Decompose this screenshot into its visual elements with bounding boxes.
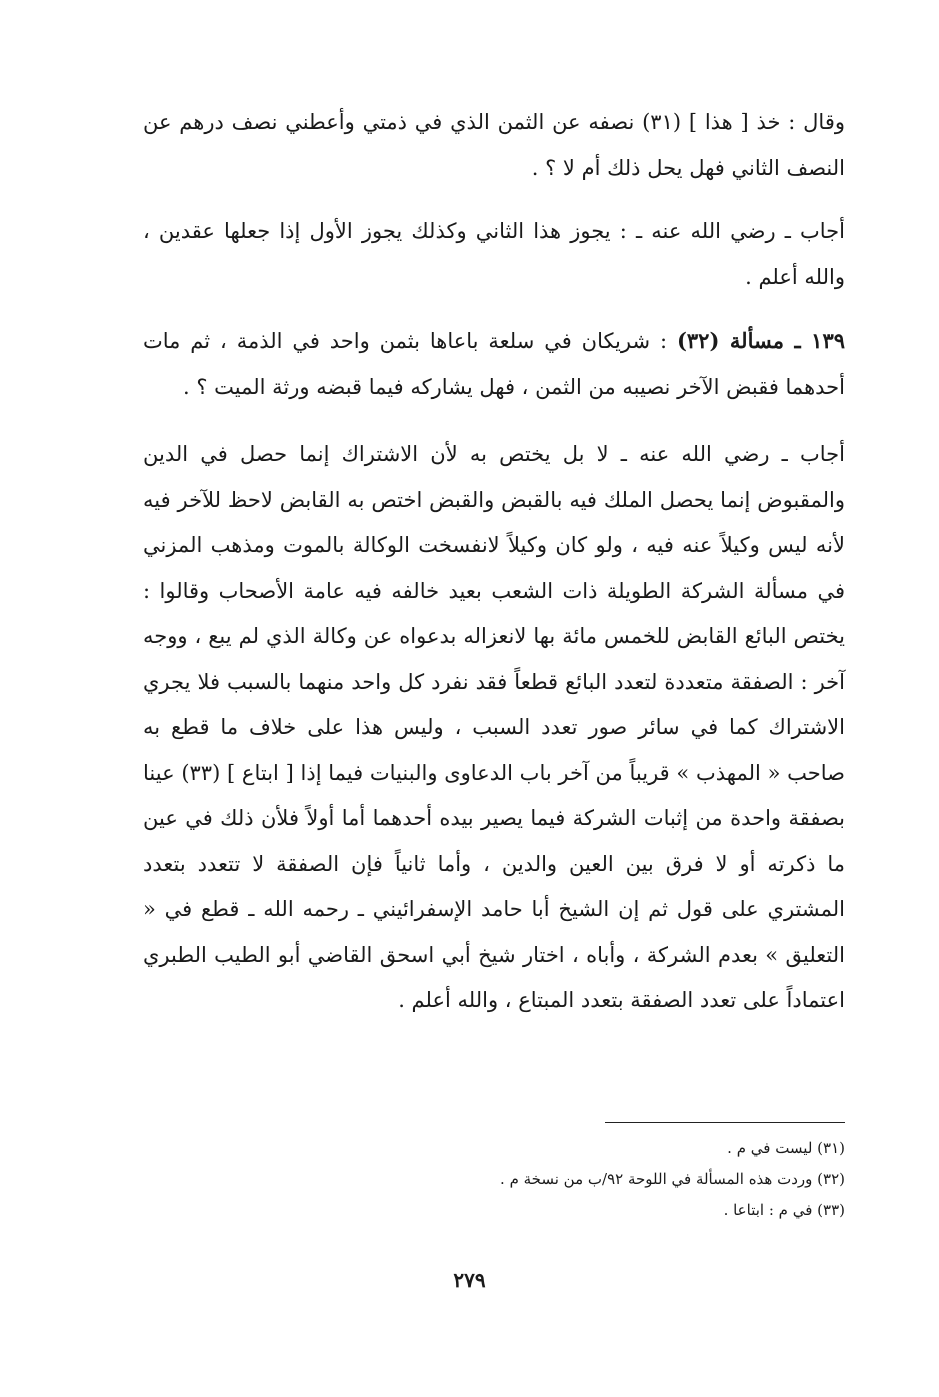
footnote-33: (٣٣) في م : ابتاعا . [723,1201,845,1219]
paragraph-answer-1: أجاب ـ رضي الله عنه ـ : يجوز هذا الثاني وكذلك يجوز الأول إذا جعلها عقدين ، والله أعلم . [143,219,845,289]
footnote-31: (٣١) ليست في م . [727,1139,845,1157]
paragraph-question-continuation: وقال : خذ [ هذا ] (٣١) نصفه عن الثمن الذي في ذمتي وأعطني نصف درهم عن النصف الثاني فهل يحل ذلك أم لا ؟ . [143,110,845,180]
footnote-32: (٣٢) وردت هذه المسألة في اللوحة ٩٢/ب من نسخة م . [500,1170,845,1188]
footnote-separator [605,1122,845,1123]
footnotes [300,1133,845,1226]
page-number: ٢٧٩ [453,1268,486,1292]
paragraph-answer-2: أجاب ـ رضي الله عنه ـ لا بل يختص به لأن الاشتراك إنما حصل في الدين والمقبوض إنما يحصل الملك فيه بالقبض والقبض اختص به القابض لاحظ للآخر فيه لأنه ليس وكيلاً عنه فيه ، ولو كان وكيلاً لانفسخت الوكالة بالموت ومذهب المزني في مسألة الشركة الطويلة ذات الشعب بعيد خالفه فيه عامة الأصحاب وقالوا : يختص البائع القابض للخمس مائة بها لانعزاله بدعواه عن وكالة الذي لم يبع ، ووجه آخر : الصفقة متعددة لتعدد البائع قطعاً فقد نفرد كل واحد منهما بالسبب فلا يجري الاشتراك كما في سائر صور تعدد السبب ، وليس هذا على خلاف ما قطع به صاحب « المهذب » قريباً من آخر باب الدعاوى والبنيات فيما إذا [ ابتاع ] (٣٣) عينا بصفقة واحدة من إثبات الشركة فيما يصير بيده أحدهما أما أولاً فلأن ذلك في عين ما ذكرته أو لا فرق بين العين والدين ، وأما ثانياً فإن الصفقة لا تتعدد بتعدد المشتري على قول ثم إن الشيخ أبا حامد الإسفرائيني ـ رحمه الله ـ قطع في « التعليق » بعدم الشركة ، وأباه ، اختار شيخ أبي اسحق القاضي أبو الطيب الطبري اعتماداً على تعدد الصفقة بتعدد المبتاع ، والله أعلم . [143,442,845,1012]
issue-text: : شريكان في سلعة باعاها بثمن واحد في الذمة ، ثم مات أحدهما فقبض الآخر نصيبه من الثمن ، فهل يشاركه فيما قبضه ورثة الميت ؟ . [143,329,845,399]
page-body [143,100,845,1024]
paragraph-issue-139 [143,318,845,410]
issue-heading: ١٣٩ ـ مسألة (٣٢) [676,328,846,353]
